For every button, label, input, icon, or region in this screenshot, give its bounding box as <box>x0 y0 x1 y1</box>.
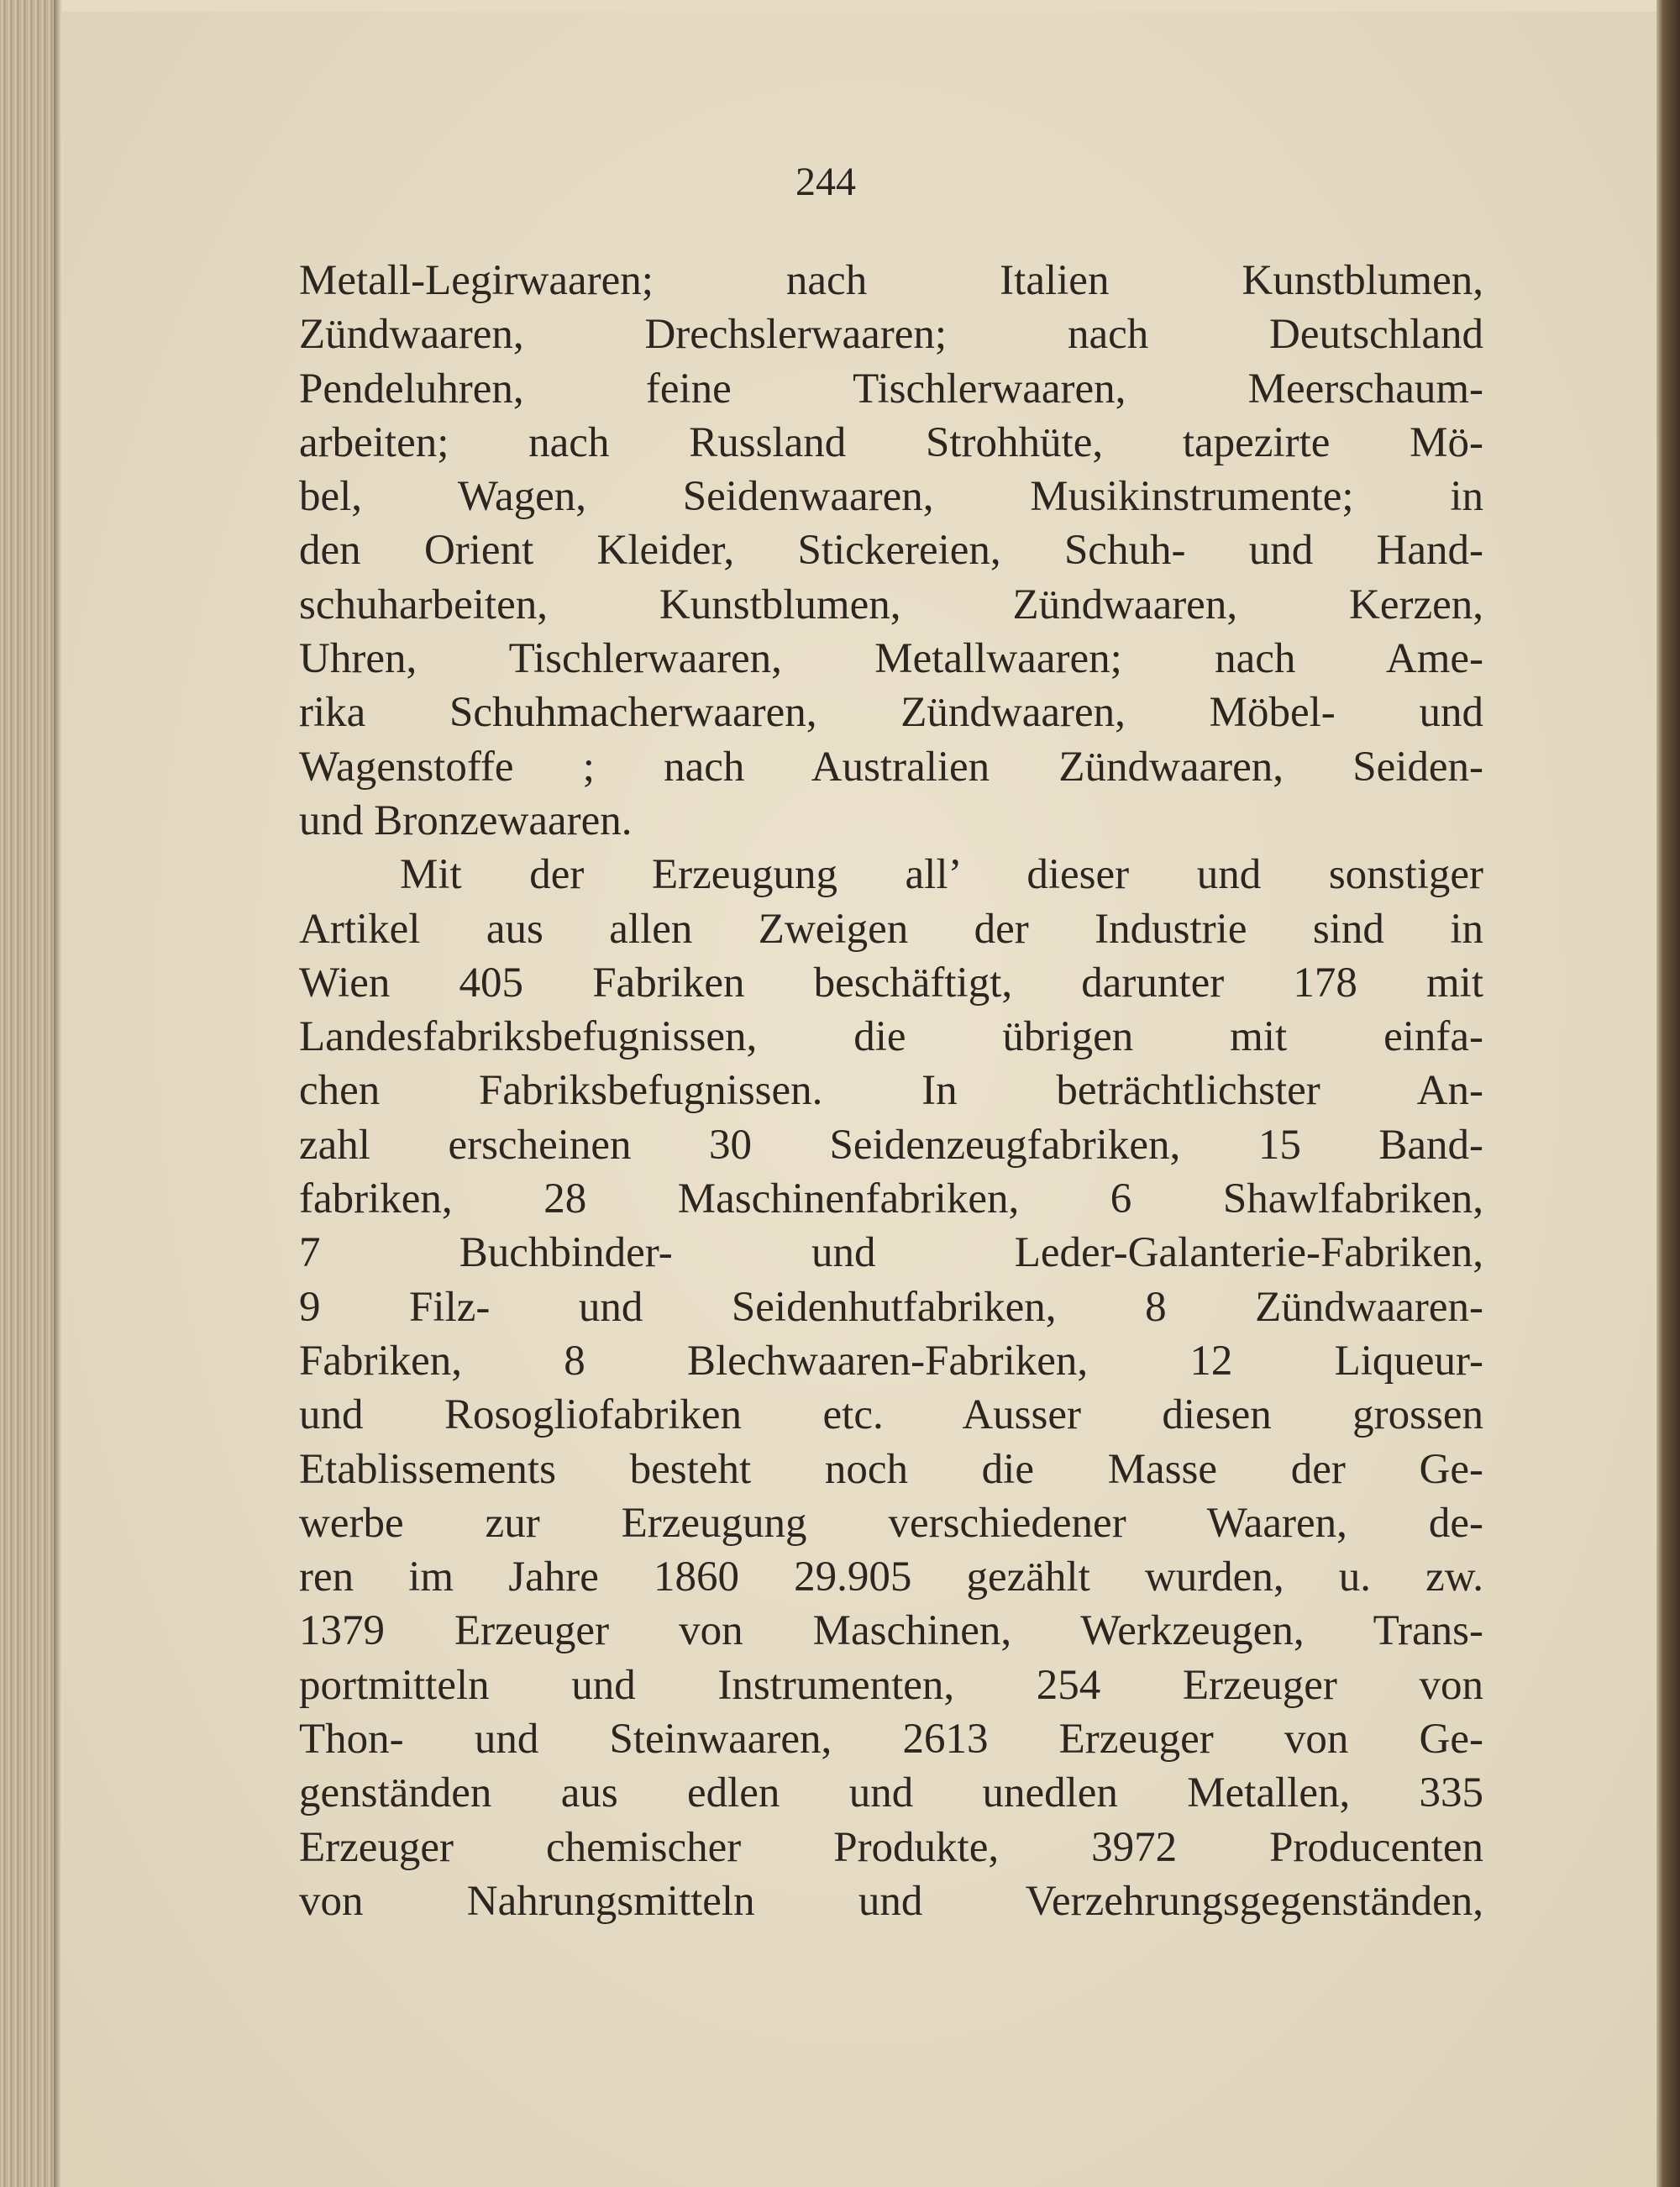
text-line: werbe zur Erzeugung verschiedener Waaren, de- <box>299 1499 1483 1547</box>
text-line: ren im Jahre 1860 29.905 gezählt wurden, u. zw. <box>299 1554 1483 1601</box>
text-line: Pendeluhren, feine Tischlerwaaren, Meerschaum- <box>299 365 1483 413</box>
text-line: Erzeuger chemischer Produkte, 3972 Producenten <box>299 1823 1483 1871</box>
text-line: 7 Buchbinder- und Leder-Galanterie-Fabriken, <box>299 1229 1483 1277</box>
page-stack-left-edge <box>0 0 54 2187</box>
paragraph-start-line: Mit der Erzeugung all’ dieser und sonstiger <box>400 851 1483 899</box>
page-number: 244 <box>795 160 856 204</box>
text-line: Thon- und Steinwaaren, 2613 Erzeuger von Ge- <box>299 1716 1483 1764</box>
text-line: bel, Wagen, Seidenwaaren, Musikinstrumente; in <box>299 473 1483 521</box>
text-line: den Orient Kleider, Stickereien, Schuh- und Hand- <box>299 527 1483 575</box>
text-line: Metall-Legirwaaren; nach Italien Kunstblumen, <box>299 257 1483 304</box>
text-line: fabriken, 28 Maschinenfabriken, 6 Shawlfabriken, <box>299 1175 1483 1223</box>
text-line: genständen aus edlen und unedlen Metallen, 335 <box>299 1769 1483 1817</box>
text-line: arbeiten; nach Russland Strohhüte, tapezirte Mö- <box>299 418 1483 466</box>
text-line: Zündwaaren, Drechslerwaaren; nach Deutschland <box>299 311 1483 359</box>
text-line: Wagenstoffe ; nach Australien Zündwaaren, Seiden- <box>299 743 1483 791</box>
text-line: schuharbeiten, Kunstblumen, Zündwaaren, Kerzen, <box>299 581 1483 628</box>
body-text <box>299 254 1483 1928</box>
gutter-shadow <box>54 0 62 2187</box>
text-line: Landesfabriksbefugnissen, die übrigen mit einfa- <box>299 1013 1483 1061</box>
text-line: zahl erscheinen 30 Seidenzeugfabriken, 15 Band- <box>299 1121 1483 1169</box>
text-line: Fabriken, 8 Blechwaaren-Fabriken, 12 Liqueur- <box>299 1337 1483 1385</box>
page <box>62 12 1656 2187</box>
text-line: 9 Filz- und Seidenhutfabriken, 8 Zündwaaren- <box>299 1283 1483 1331</box>
text-line: Artikel aus allen Zweigen der Industrie sind in <box>299 905 1483 953</box>
text-line: rika Schuhmacherwaaren, Zündwaaren, Möbel- und <box>299 689 1483 737</box>
paragraph-end-line: und Bronzewaaren. <box>299 796 633 844</box>
text-line: Wien 405 Fabriken beschäftigt, darunter 178 mit <box>299 959 1483 1007</box>
text-line: von Nahrungsmitteln und Verzehrungsgegenständen, <box>299 1877 1483 1925</box>
text-line: portmitteln und Instrumenten, 254 Erzeuger von <box>299 1661 1483 1709</box>
text-line: 1379 Erzeuger von Maschinen, Werkzeugen, Trans- <box>299 1607 1483 1655</box>
book-cover-right-edge <box>1656 0 1680 2187</box>
text-line: Uhren, Tischlerwaaren, Metallwaaren; nach Ame- <box>299 635 1483 683</box>
text-line: chen Fabriksbefugnissen. In beträchtlichster An- <box>299 1067 1483 1115</box>
text-line: und Rosogliofabriken etc. Ausser diesen grossen <box>299 1391 1483 1439</box>
text-line: Etablissements besteht noch die Masse der Ge- <box>299 1445 1483 1493</box>
